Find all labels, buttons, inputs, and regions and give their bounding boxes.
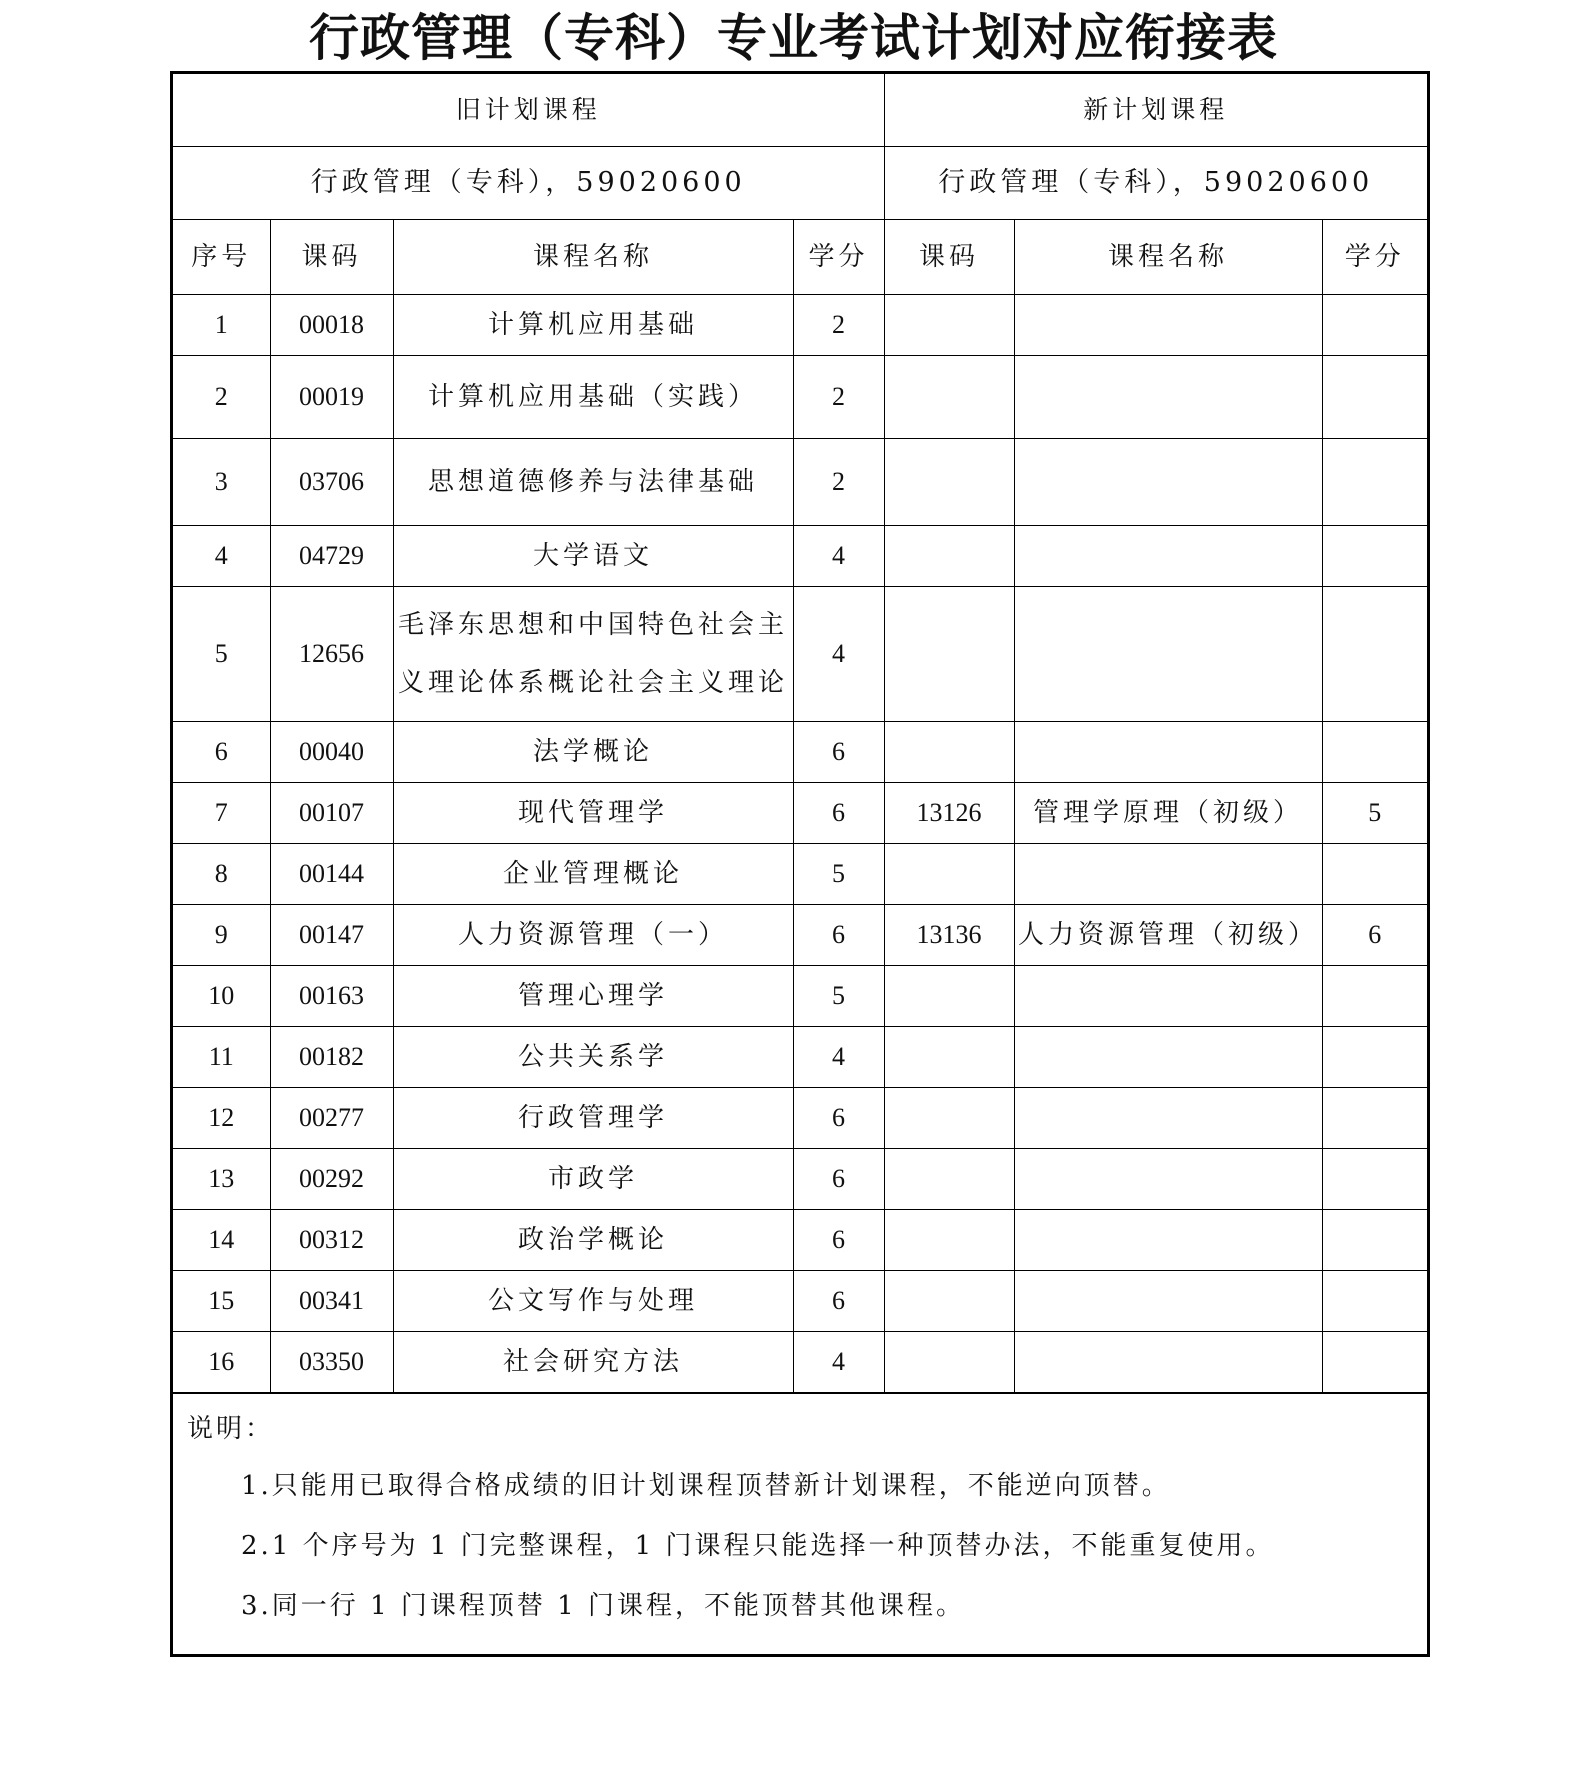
table-row [173,439,1427,526]
old-code-cell: 00040 [270,722,393,783]
old-credit-cell: 2 [793,295,884,356]
seq-cell: 4 [173,526,270,587]
new-code-cell [884,1088,1014,1149]
note-item: 3.同一行 1 门课程顶替 1 门课程，不能顶替其他课程。 [241,1591,965,1621]
seq-cell: 12 [173,1088,270,1149]
old-code-cell: 00292 [270,1149,393,1210]
old-name-cell: 现代管理学 [393,783,793,844]
new-credit-cell: 5 [1322,783,1427,844]
new-code-cell [884,526,1014,587]
new-name-cell [1014,1149,1322,1210]
new-code-cell [884,439,1014,526]
old-name-cell: 公共关系学 [393,1027,793,1088]
new-name-cell: 人力资源管理（初级） [1014,905,1322,966]
new-credit-cell [1322,1027,1427,1088]
old-code-cell: 00018 [270,295,393,356]
seq-cell: 13 [173,1149,270,1210]
new-code-cell [884,1271,1014,1332]
new-code-cell [884,1149,1014,1210]
seq-cell: 1 [173,295,270,356]
new-code-cell [884,1210,1014,1271]
old-code-cell: 00019 [270,356,393,439]
table-row [173,1088,1427,1149]
old-credit-cell: 6 [793,905,884,966]
old-credit-cell: 2 [793,356,884,439]
old-code-cell: 03350 [270,1332,393,1393]
new-name-cell [1014,356,1322,439]
table-row [173,905,1427,966]
old-name-cell: 市政学 [393,1149,793,1210]
old-code-cell: 03706 [270,439,393,526]
new-code-cell: 13136 [884,905,1014,966]
note-item: 2.1 个序号为 1 门完整课程，1 门课程只能选择一种顶替办法，不能重复使用。 [241,1531,1275,1561]
notes-label: 说明： [187,1414,275,1444]
old-code-cell: 00341 [270,1271,393,1332]
table-row [173,1332,1427,1393]
table-row [173,295,1427,356]
new-credit-cell [1322,966,1427,1027]
new-name-cell [1014,722,1322,783]
old-code-cell: 00107 [270,783,393,844]
col-header-new-name: 课程名称 [1014,220,1322,295]
table-row [173,1271,1427,1332]
table-row [173,587,1427,722]
new-code-cell [884,356,1014,439]
new-credit-cell: 6 [1322,905,1427,966]
seq-cell: 16 [173,1332,270,1393]
old-name-cell: 社会研究方法 [393,1332,793,1393]
old-major-cell: 行政管理（专科），59020600 [173,147,884,220]
new-name-cell [1014,526,1322,587]
new-major-cell: 行政管理（专科），59020600 [884,147,1427,220]
old-credit-cell: 6 [793,1210,884,1271]
mapping-grid [173,74,1427,1393]
table-row [173,844,1427,905]
new-credit-cell [1322,526,1427,587]
seq-cell: 15 [173,1271,270,1332]
table-row [173,1210,1427,1271]
note-item: 1.只能用已取得合格成绩的旧计划课程顶替新计划课程，不能逆向顶替。 [241,1471,1171,1501]
old-name-cell: 行政管理学 [393,1088,793,1149]
new-code-cell [884,295,1014,356]
new-name-cell [1014,439,1322,526]
old-name-cell: 公文写作与处理 [393,1271,793,1332]
new-name-cell: 管理学原理（初级） [1014,783,1322,844]
old-credit-cell: 5 [793,844,884,905]
seq-cell: 6 [173,722,270,783]
new-code-cell [884,1027,1014,1088]
seq-cell: 3 [173,439,270,526]
new-credit-cell [1322,1088,1427,1149]
old-code-cell: 00147 [270,905,393,966]
col-header-seq: 序号 [173,220,270,295]
new-credit-cell [1322,844,1427,905]
old-code-cell: 12656 [270,587,393,722]
old-credit-cell: 4 [793,526,884,587]
old-code-cell: 00144 [270,844,393,905]
table-row [173,1149,1427,1210]
old-credit-cell: 6 [793,783,884,844]
new-code-cell [884,844,1014,905]
old-name-cell: 大学语文 [393,526,793,587]
col-header-new-credit: 学分 [1322,220,1427,295]
new-plan-header: 新计划课程 [884,74,1427,147]
old-name-cell: 计算机应用基础 [393,295,793,356]
old-credit-cell: 4 [793,1332,884,1393]
new-code-cell [884,587,1014,722]
new-credit-cell [1322,356,1427,439]
new-credit-cell [1322,587,1427,722]
table-row [173,966,1427,1027]
table-row [173,722,1427,783]
old-credit-cell: 4 [793,1027,884,1088]
table-row [173,356,1427,439]
new-name-cell [1014,295,1322,356]
new-code-cell [884,722,1014,783]
old-code-cell: 00312 [270,1210,393,1271]
old-name-cell: 政治学概论 [393,1210,793,1271]
seq-cell: 14 [173,1210,270,1271]
old-credit-cell: 6 [793,1271,884,1332]
col-header-old-code: 课码 [270,220,393,295]
old-name-cell: 人力资源管理（一） [393,905,793,966]
old-plan-header: 旧计划课程 [173,74,884,147]
new-code-cell [884,1332,1014,1393]
new-credit-cell [1322,1332,1427,1393]
old-code-cell: 00163 [270,966,393,1027]
table-row [173,526,1427,587]
new-code-cell: 13126 [884,783,1014,844]
old-name-cell: 毛泽东思想和中国特色社会主义理论体系概论社会主义理论 [393,587,793,722]
new-name-cell [1014,1332,1322,1393]
old-name-cell: 管理心理学 [393,966,793,1027]
new-name-cell [1014,1271,1322,1332]
col-header-new-code: 课码 [884,220,1014,295]
new-name-cell [1014,844,1322,905]
seq-cell: 9 [173,905,270,966]
col-header-old-name: 课程名称 [393,220,793,295]
old-code-cell: 00182 [270,1027,393,1088]
old-credit-cell: 6 [793,1088,884,1149]
plan-mapping-table [170,71,1430,1657]
old-credit-cell: 2 [793,439,884,526]
page-title: 行政管理（专科）专业考试计划对应衔接表 [309,9,1278,67]
old-credit-cell: 6 [793,1149,884,1210]
seq-cell: 8 [173,844,270,905]
old-name-cell: 企业管理概论 [393,844,793,905]
seq-cell: 10 [173,966,270,1027]
new-credit-cell [1322,439,1427,526]
old-credit-cell: 6 [793,722,884,783]
new-name-cell [1014,966,1322,1027]
col-header-old-credit: 学分 [793,220,884,295]
old-name-cell: 法学概论 [393,722,793,783]
old-credit-cell: 5 [793,966,884,1027]
table-row [173,783,1427,844]
new-credit-cell [1322,1149,1427,1210]
new-credit-cell [1322,295,1427,356]
seq-cell: 7 [173,783,270,844]
new-name-cell [1014,1210,1322,1271]
table-row [173,1027,1427,1088]
new-name-cell [1014,1027,1322,1088]
new-credit-cell [1322,1210,1427,1271]
old-name-cell: 思想道德修养与法律基础 [393,439,793,526]
new-name-cell [1014,587,1322,722]
seq-cell: 2 [173,356,270,439]
seq-cell: 11 [173,1027,270,1088]
seq-cell: 5 [173,587,270,722]
new-credit-cell [1322,722,1427,783]
new-name-cell [1014,1088,1322,1149]
old-name-cell: 计算机应用基础（实践） [393,356,793,439]
notes-section [173,1393,1427,1654]
old-code-cell: 04729 [270,526,393,587]
old-code-cell: 00277 [270,1088,393,1149]
new-credit-cell [1322,1271,1427,1332]
old-credit-cell: 4 [793,587,884,722]
new-code-cell [884,966,1014,1027]
